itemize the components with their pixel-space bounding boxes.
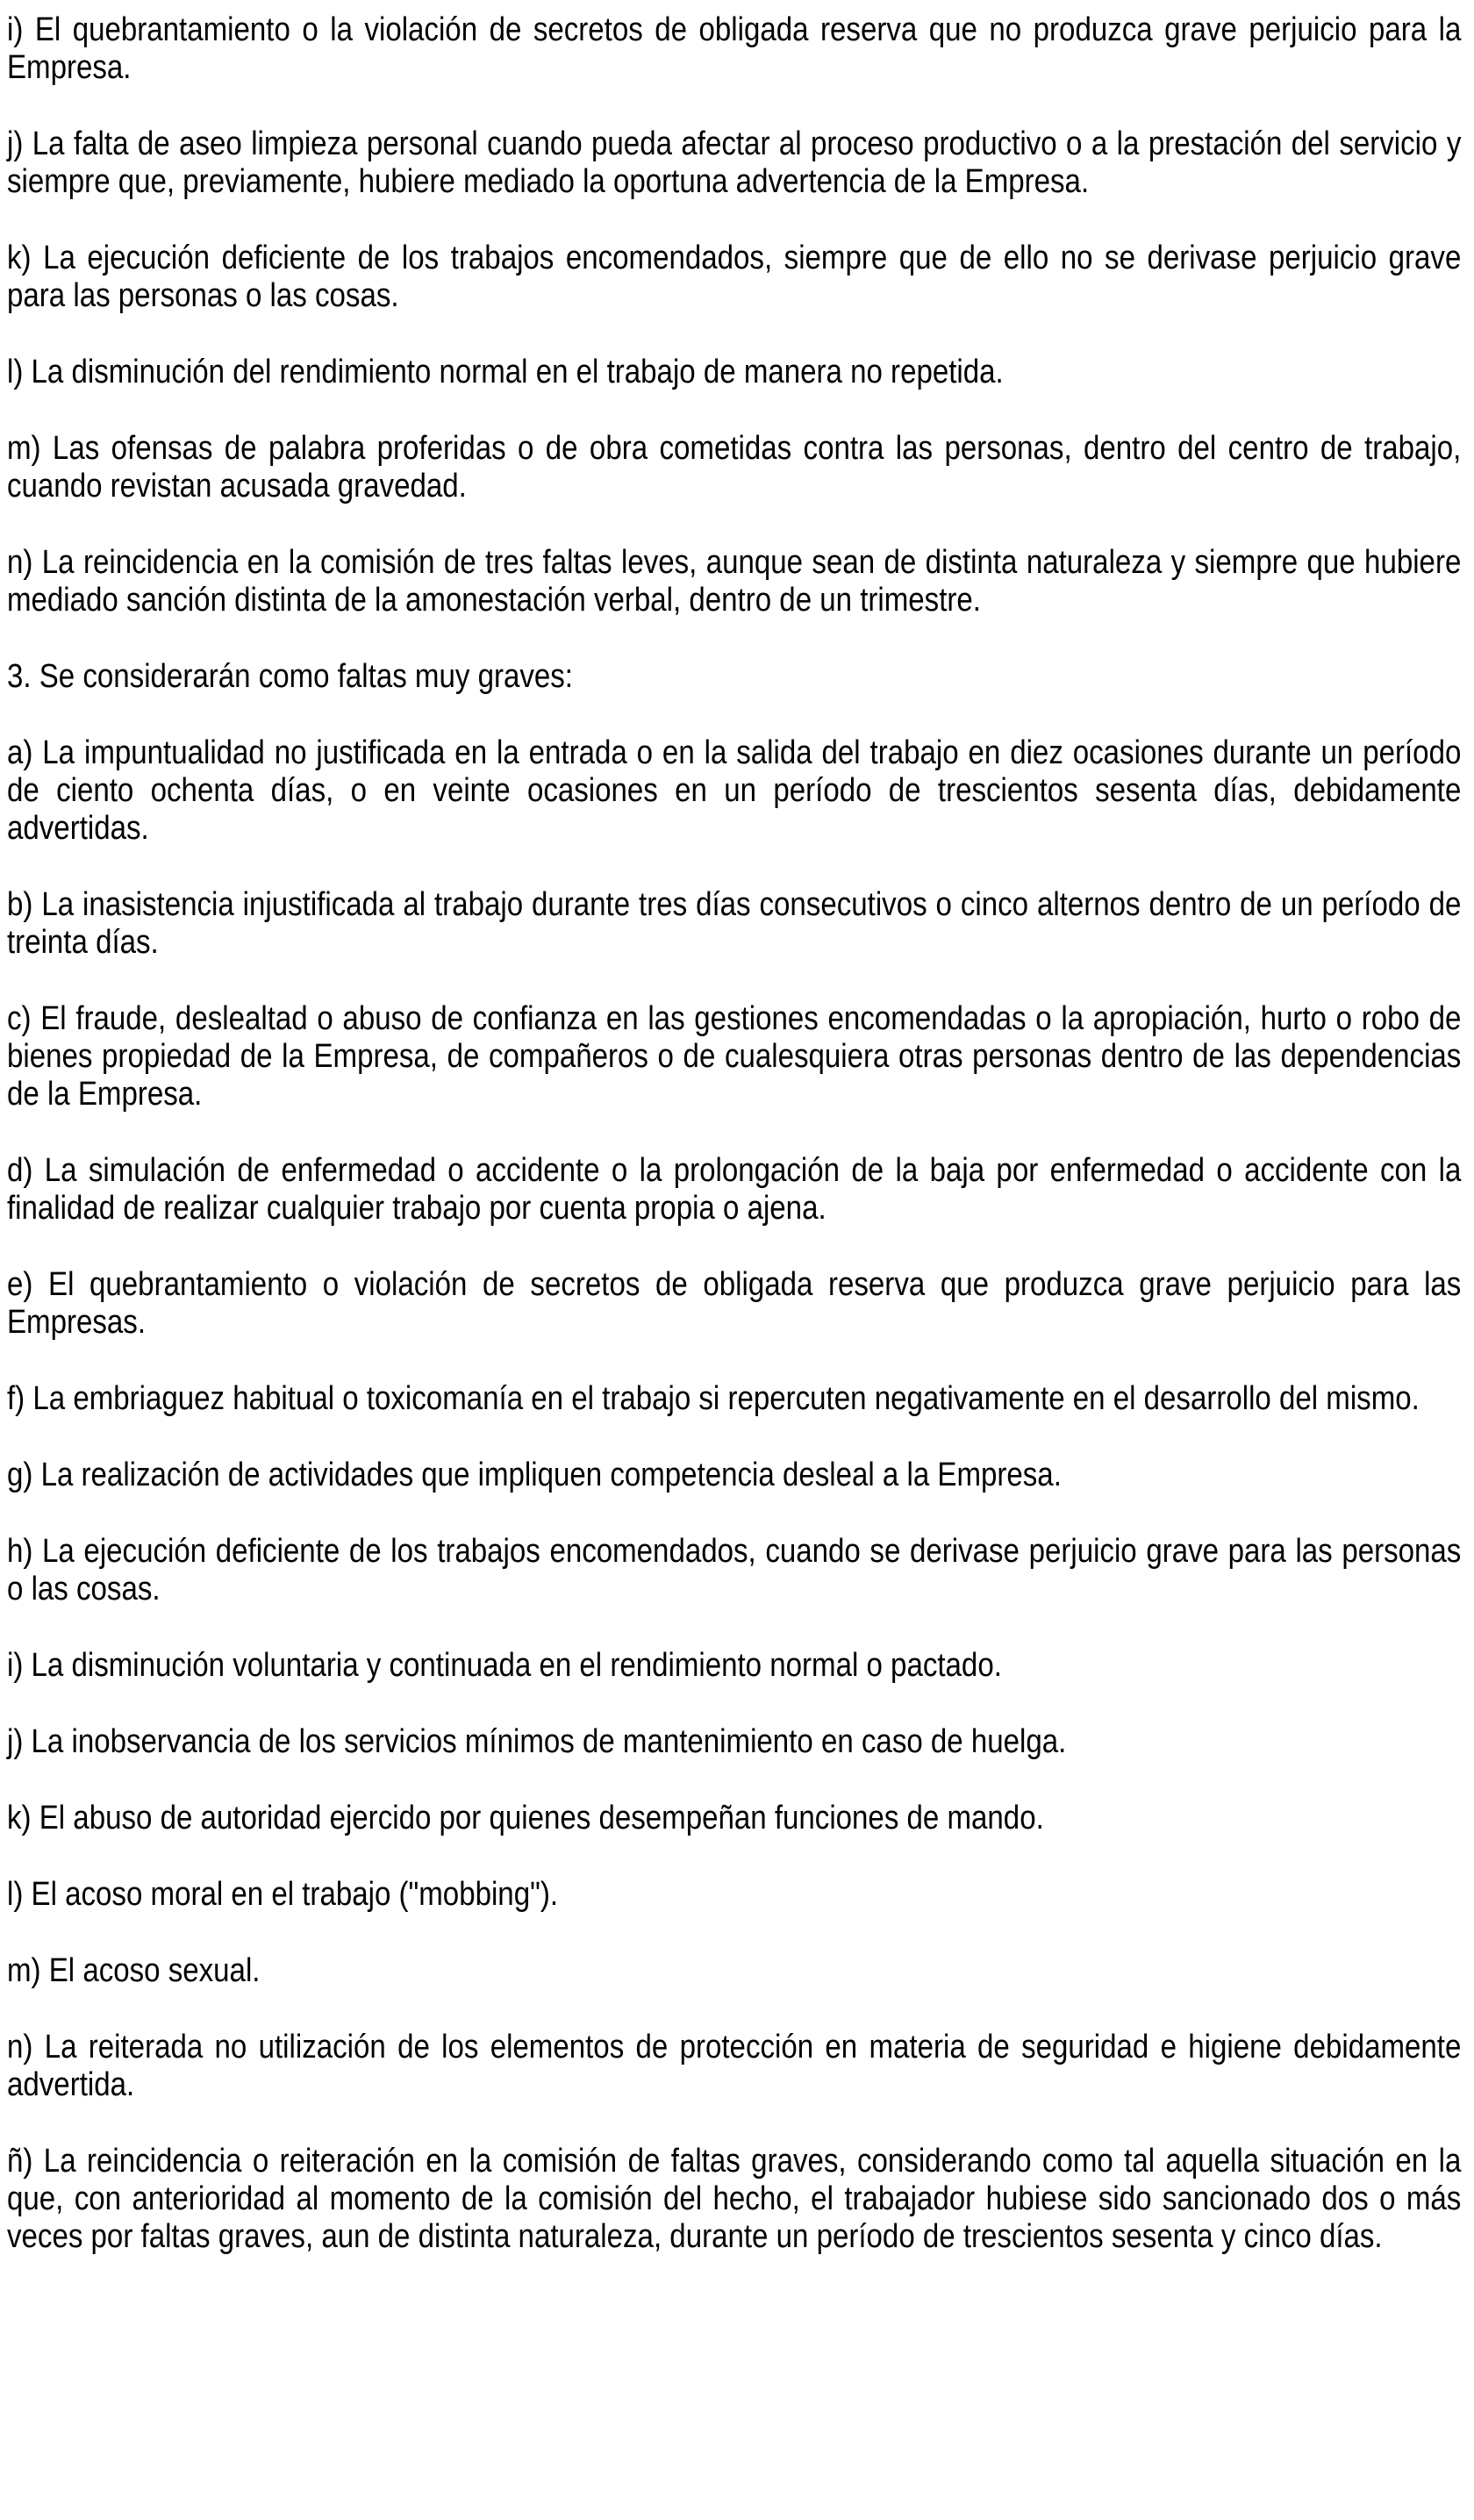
list-item: c) El fraude, deslealtad o abuso de confianza en las gestiones encomendadas o la apropiación, hurto o robo de bienes propiedad de la Empresa, de compañeros o de cualesquiera otras personas dentro de las dependencias de la Empresa. [7,1000,1462,1113]
list-item: k) La ejecución deficiente de los trabajos encomendados, siempre que de ello no se derivase perjuicio grave para las personas o las cosas. [7,240,1462,314]
list-item: g) La realización de actividades que impliquen competencia desleal a la Empresa. [7,1457,1062,1493]
list-item: ñ) La reincidencia o reiteración en la comisión de faltas graves, considerando como tal aquella situación en la que, con anterioridad al momento de la comisión del hecho, el trabajador hubiese sido sancionado dos o más veces por faltas graves, aun de distinta naturaleza, durante un período de trescientos sesenta y cinco días. [7,2143,1462,2255]
list-item: l) El acoso moral en el trabajo ("mobbing"). [7,1876,559,1913]
list-item: k) El abuso de autoridad ejercido por quienes desempeñan funciones de mando. [7,1800,1044,1836]
list-item: j) La falta de aseo limpieza personal cuando pueda afectar al proceso productivo o a la prestación del servicio y siempre que, previamente, hubiere mediado la oportuna advertencia de la Empresa. [7,125,1462,200]
list-item: m) Las ofensas de palabra proferidas o de obra cometidas contra las personas, dentro del centro de trabajo, cuando revistan acusada gravedad. [7,430,1462,505]
list-item: i) La disminución voluntaria y continuada en el rendimiento normal o pactado. [7,1647,1002,1684]
list-item: e) El quebrantamiento o violación de secretos de obligada reserva que produzca grave perjuicio para las Empresas. [7,1266,1462,1341]
section-heading: 3. Se considerarán como faltas muy graves: [7,658,573,695]
list-item: f) La embriaguez habitual o toxicomanía en el trabajo si repercuten negativamente en el desarrollo del mismo. [7,1380,1420,1417]
document-text-column [7,11,1461,2256]
list-item: b) La inasistencia injustificada al trabajo durante tres días consecutivos o cinco alternos dentro de un período de treinta días. [7,886,1462,961]
list-item: n) La reincidencia en la comisión de tres faltas leves, aunque sean de distinta naturaleza y siempre que hubiere mediado sanción distinta de la amonestación verbal, dentro de un trimestre. [7,544,1462,619]
list-item: l) La disminución del rendimiento normal en el trabajo de manera no repetida. [7,354,1004,390]
list-item: m) El acoso sexual. [7,1952,261,1989]
list-item: i) El quebrantamiento o la violación de secretos de obligada reserva que no produzca grave perjuicio para la Empresa. [7,11,1462,86]
list-item: j) La inobservancia de los servicios mínimos de mantenimiento en caso de huelga. [7,1723,1067,1760]
list-item: d) La simulación de enfermedad o accidente o la prolongación de la baja por enfermedad o accidente con la finalidad de realizar cualquier trabajo por cuenta propia o ajena. [7,1152,1462,1227]
list-item: h) La ejecución deficiente de los trabajos encomendados, cuando se derivase perjuicio grave para las personas o las cosas. [7,1533,1462,1607]
list-item: a) La impuntualidad no justificada en la entrada o en la salida del trabajo en diez ocasiones durante un período de ciento ochenta días, o en veinte ocasiones en un período de trescientos sesenta días, debidamente advertidas. [7,734,1462,847]
list-item: n) La reiterada no utilización de los elementos de protección en materia de seguridad e higiene debidamente advertida. [7,2029,1462,2103]
